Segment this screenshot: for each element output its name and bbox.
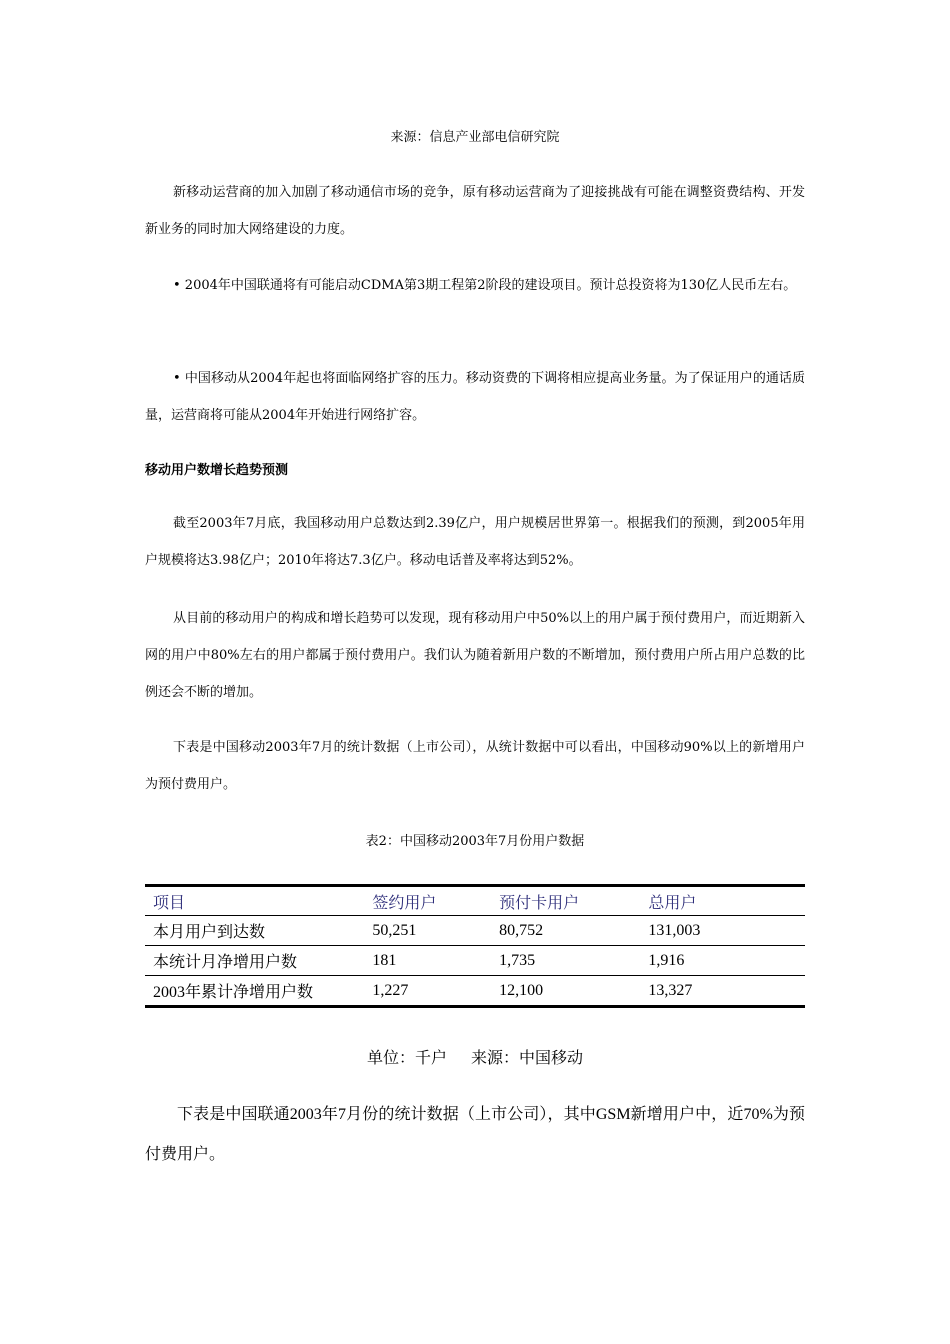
row-label: 2003年累计净增用户数 (153, 984, 314, 1001)
row-label: 本统计月净增用户数 (153, 954, 298, 971)
cell-contract: 181 (372, 951, 397, 969)
row-label: 本月用户到达数 (153, 924, 266, 941)
header-contract: 签约用户 (372, 894, 437, 912)
cell-contract: 50,251 (372, 921, 417, 939)
table-row (145, 946, 805, 976)
table-header-row (145, 886, 805, 916)
header-prepaid: 预付卡用户 (499, 894, 580, 912)
cell-contract: 1,227 (372, 981, 409, 999)
cell-prepaid: 1,735 (499, 951, 536, 969)
unicom-intro-paragraph: 下表是中国联通2003年7月份的统计数据（上市公司），其中GSM新增用户中，近70%为预付费用户。 (145, 1106, 805, 1163)
table-row (145, 976, 805, 1007)
unit-source-note: 单位：千户 来源：中国移动 (366, 1050, 583, 1067)
user-data-table (145, 884, 805, 1008)
section-heading: 移动用户数增长趋势预测 (145, 463, 289, 478)
header-total: 总用户 (648, 894, 697, 912)
cell-total: 131,003 (648, 921, 701, 939)
cell-total: 1,916 (648, 951, 685, 969)
composition-paragraph: 从目前的移动用户的构成和增长趋势可以发现，现有移动用户中50%以上的用户属于预付费用户，而近期新入网的用户中80%左右的用户都属于预付费用户。我们认为随着新用户数的不断增加，预付费用户所占用户总数的比例还会不断的增加。 (145, 611, 805, 700)
table-row (145, 916, 805, 946)
table-caption: 表2：中国移动2003年7月份用户数据 (365, 834, 585, 849)
header-item: 项目 (153, 894, 186, 912)
cell-prepaid: 12,100 (499, 981, 544, 999)
forecast-paragraph: 截至2003年7月底，我国移动用户总数达到2.39亿户，用户规模居世界第一。根据我们的预测，到2005年用户规模将达3.98亿户；2010年将达7.3亿户。移动电话普及率将达到52%。 (145, 516, 805, 568)
bullet-paragraph-unicom: • 2004年中国联通将有可能启动CDMA第3期工程第2阶段的建设项目。预计总投资将为130亿人民币左右。 (173, 278, 797, 293)
intro-paragraph: 新移动运营商的加入加剧了移动通信市场的竞争，原有移动运营商为了迎接挑战有可能在调整资费结构、开发新业务的同时加大网络建设的力度。 (145, 185, 805, 237)
bullet-paragraph-mobile: • 中国移动从2004年起也将面临网络扩容的压力。移动资费的下调将相应提高业务量。为了保证用户的通话质量，运营商将可能从2004年开始进行网络扩容。 (145, 371, 805, 423)
cell-prepaid: 80,752 (499, 921, 544, 939)
table-intro-paragraph: 下表是中国移动2003年7月的统计数据（上市公司），从统计数据中可以看出，中国移动90%以上的新增用户为预付费用户。 (145, 740, 805, 792)
cell-total: 13,327 (648, 981, 693, 999)
source-note: 来源：信息产业部电信研究院 (390, 130, 560, 145)
